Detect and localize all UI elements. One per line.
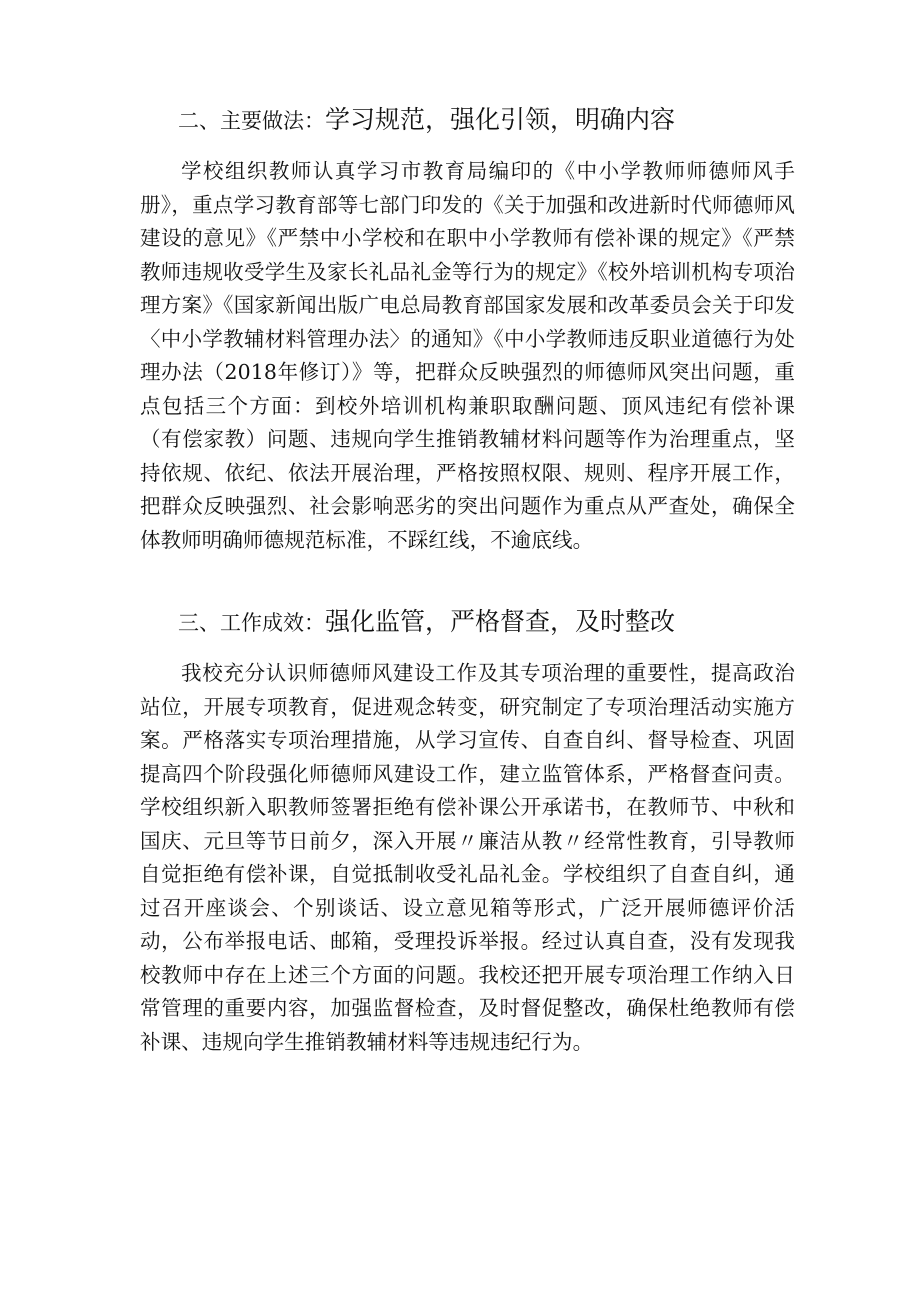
- heading-lead: 三、工作成效：: [178, 611, 325, 635]
- heading-rest: 学习规范，强化引领，明确内容: [325, 105, 676, 134]
- section-work-results: [140, 602, 795, 1059]
- body-paragraph: 学校组织教师认真学习市教育局编印的《中小学教师师德师风手册》，重点学习教育部等七部门印发的《关于加强和改进新时代师德师风建设的意见》《严禁中小学校和在职中小学教师有偿补课的规定》《严禁教师违规收受学生及家长礼品礼金等行为的规定》《校外培训机构专项治理方案》《国家新闻出版广电总局教育部国家发展和改革委员会关于印发〈中小学教辅材料管理办法〉的通知》《中小学教师违反职业道德行为处理办法（2018年修订）》等，把群众反映强烈的师德师风突出问题，重点包括三个方面：到校外培训机构兼职取酬问题、顶风违纪有偿补课（有偿家教）问题、违规向学生推销教辅材料问题等作为治理重点，坚持依规、依纪、依法开展治理，严格按照权限、规则、程序开展工作，把群众反映强烈、社会影响恶劣的突出问题作为重点从严查处，确保全体教师明确师德规范标准，不踩红线，不逾底线。: [140, 159, 795, 552]
- section-heading: [140, 602, 795, 642]
- heading-lead: 二、主要做法：: [178, 109, 325, 133]
- heading-rest: 强化监管，严格督查，及时整改: [325, 607, 676, 636]
- section-main-practices: [140, 100, 795, 557]
- section-heading: [140, 100, 795, 140]
- body-paragraph: 我校充分认识师德师风建设工作及其专项治理的重要性，提高政治站位，开展专项教育，促进观念转变，研究制定了专项治理活动实施方案。严格落实专项治理措施，从学习宣传、自查自纠、督导检查、巩固提高四个阶段强化师德师风建设工作，建立监管体系，严格督查问责。学校组织新入职教师签署拒绝有偿补课公开承诺书，在教师节、中秋和国庆、元旦等节日前夕，深入开展〃廉洁从教〃经常性教育，引导教师自觉拒绝有偿补课，自觉抵制收受礼品礼金。学校组织了自查自纠，通过召开座谈会、个别谈话、设立意见箱等形式，广泛开展师德评价活动，公布举报电话、邮箱，受理投诉举报。经过认真自查，没有发现我校教师中存在上述三个方面的问题。我校还把开展专项治理工作纳入日常管理的重要内容，加强监督检查，及时督促整改，确保杜绝教师有偿补课、违规向学生推销教辅材料等违规违纪行为。: [140, 661, 795, 1054]
